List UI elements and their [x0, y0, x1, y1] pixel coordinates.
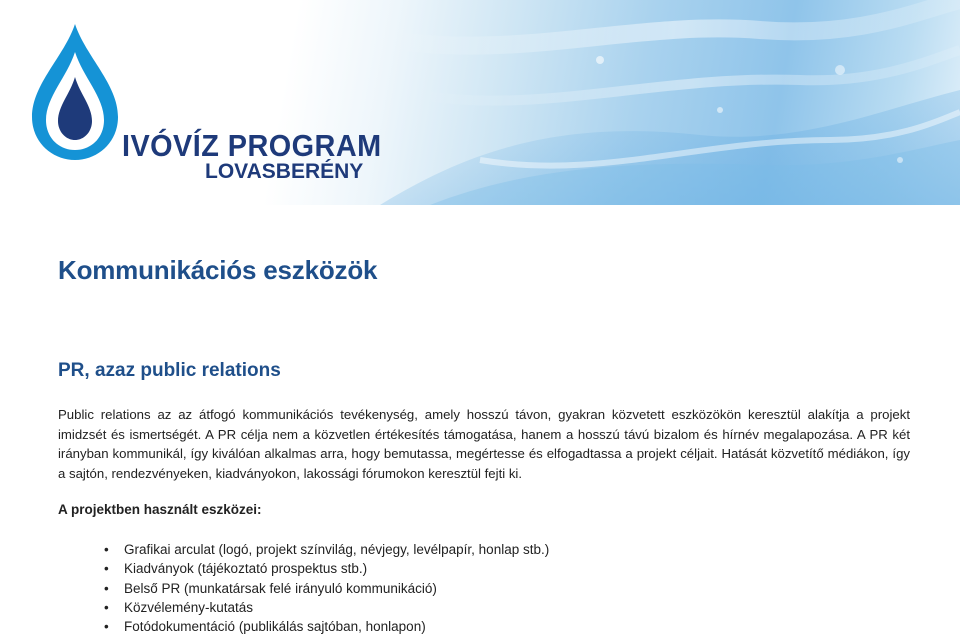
list-item: • Kiadványok (tájékoztató prospektus stb.)	[104, 559, 549, 578]
header-banner	[0, 0, 960, 205]
list-item: • Belső PR (munkatársak felé irányuló kommunikáció)	[104, 579, 549, 598]
list-item: • Grafikai arculat (logó, projekt színvilág, névjegy, levélpapír, honlap stb.)	[104, 540, 549, 559]
page-title: Kommunikációs eszközök	[58, 255, 378, 285]
list-item: • Fotódokumentáció (publikálás sajtóban, honlapon)	[104, 617, 549, 636]
brand-subtitle: LOVASBERÉNY	[205, 160, 364, 183]
intro-paragraph: Public relations az az átfogó kommunikációs tevékenység, amely hosszú távon, gyakran közvetett eszközökön keresztül alakítja a projekt imidzsét és ismertségét. A PR célja nem a közvetlen értékesítés támogatása, hanem a hosszú távú bizalom és hírnév megalapozása. A PR két irányban kommunikál, így kiválóan alkalmas arra, hogy bemutassa, megértesse és elfogadtassa a projekt céljait. Hatását közvetítő médiákon, így a sajtón, rendezvényeken, kiadványokon, lakossági fórumokon keresztül fejti ki.	[58, 407, 910, 481]
section-title: PR, azaz public relations	[58, 360, 281, 381]
water-drop-logo-icon	[30, 22, 120, 162]
brand-title: IVÓVÍZ PROGRAM	[122, 128, 382, 163]
list-item: • Közvélemény-kutatás	[104, 598, 549, 617]
tools-heading: A projektben használt eszközei:	[58, 502, 262, 517]
water-wave-background	[0, 0, 960, 205]
tools-list	[104, 540, 549, 636]
